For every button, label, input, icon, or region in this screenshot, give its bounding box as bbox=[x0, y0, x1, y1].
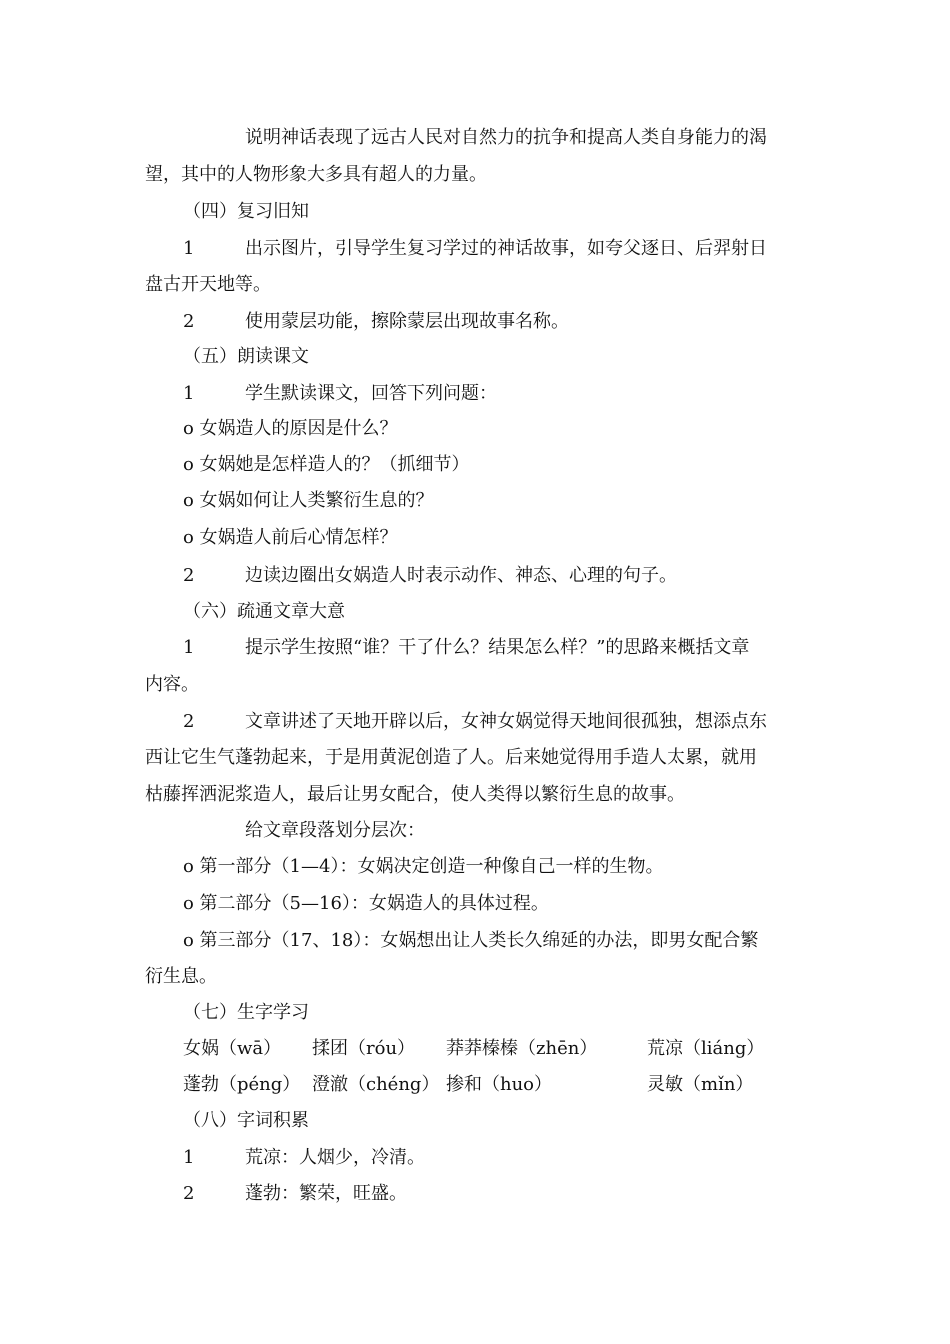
part-bullet: o 第三部分（17、18）：女娲想出让人类长久绵延的办法，即男女配合繁 bbox=[183, 930, 759, 951]
section-heading: （六）疏通文章大意 bbox=[183, 601, 345, 622]
item-number: 2 bbox=[183, 711, 195, 732]
question-bullet: o 女娲如何让人类繁衍生息的？ bbox=[183, 490, 434, 511]
item-number: 1 bbox=[183, 383, 195, 404]
section-heading: （七）生字学习 bbox=[183, 1002, 309, 1023]
vocab-item: 蓬勃（péng） bbox=[183, 1074, 301, 1095]
item-text: 文章讲述了天地开辟以后，女神女娲觉得天地间很孤独，想添点东 bbox=[245, 711, 767, 732]
vocab-item: 掺和（huo） bbox=[446, 1074, 553, 1095]
vocab-item: 荒凉（liáng） bbox=[647, 1038, 765, 1059]
item-number: 1 bbox=[183, 1147, 195, 1168]
item-number: 2 bbox=[183, 311, 195, 332]
item-number: 1 bbox=[183, 637, 195, 658]
section-heading: （四）复习旧知 bbox=[183, 201, 309, 222]
part-bullet: o 第一部分（1—4）：女娲决定创造一种像自己一样的生物。 bbox=[183, 856, 664, 877]
item-number: 2 bbox=[183, 565, 195, 586]
vocab-item: 莽莽榛榛（zhēn） bbox=[446, 1038, 598, 1059]
layers-intro: 给文章段落划分层次： bbox=[245, 820, 425, 841]
item-text: 学生默读课文，回答下列问题： bbox=[245, 383, 497, 404]
question-bullet: o 女娲她是怎样造人的？（抓细节） bbox=[183, 454, 470, 475]
vocab-item: 揉团（róu） bbox=[312, 1038, 416, 1059]
vocab-item: 灵敏（mǐn） bbox=[647, 1074, 754, 1095]
item-text-cont: 内容。 bbox=[145, 674, 199, 695]
item-text: 提示学生按照“谁？干了什么？结果怎么样？”的思路来概括文章 bbox=[245, 637, 750, 658]
section-heading: （五）朗读课文 bbox=[183, 346, 309, 367]
question-bullet: o 女娲造人的原因是什么？ bbox=[183, 418, 398, 439]
vocab-item: 澄澈（chéng） bbox=[312, 1074, 440, 1095]
part-bullet: o 第二部分（5—16）：女娲造人的具体过程。 bbox=[183, 893, 549, 914]
item-number: 1 bbox=[183, 238, 195, 259]
item-text: 蓬勃：繁荣，旺盛。 bbox=[245, 1183, 407, 1204]
paragraph-line: 说明神话表现了远古人民对自然力的抗争和提高人类自身能力的渴 bbox=[245, 127, 767, 148]
item-text: 荒凉：人烟少，冷清。 bbox=[245, 1147, 425, 1168]
item-text-cont: 西让它生气蓬勃起来，于是用黄泥创造了人。后来她觉得用手造人太累，就用 bbox=[145, 747, 757, 768]
item-text: 边读边圈出女娲造人时表示动作、神态、心理的句子。 bbox=[245, 565, 677, 586]
section-heading: （八）字词积累 bbox=[183, 1110, 309, 1131]
question-bullet: o 女娲造人前后心情怎样？ bbox=[183, 527, 398, 548]
item-text-cont: 枯藤挥洒泥浆造人，最后让男女配合，使人类得以繁衍生息的故事。 bbox=[145, 784, 685, 805]
part-bullet-cont: 衍生息。 bbox=[145, 966, 217, 987]
item-text-cont: 盘古开天地等。 bbox=[145, 274, 271, 295]
paragraph-line: 望，其中的人物形象大多具有超人的力量。 bbox=[145, 164, 487, 185]
vocab-item: 女娲（wā） bbox=[183, 1038, 282, 1059]
item-text: 出示图片，引导学生复习学过的神话故事，如夸父逐日、后羿射日 bbox=[245, 238, 767, 259]
item-number: 2 bbox=[183, 1183, 195, 1204]
item-text: 使用蒙层功能，擦除蒙层出现故事名称。 bbox=[245, 311, 569, 332]
